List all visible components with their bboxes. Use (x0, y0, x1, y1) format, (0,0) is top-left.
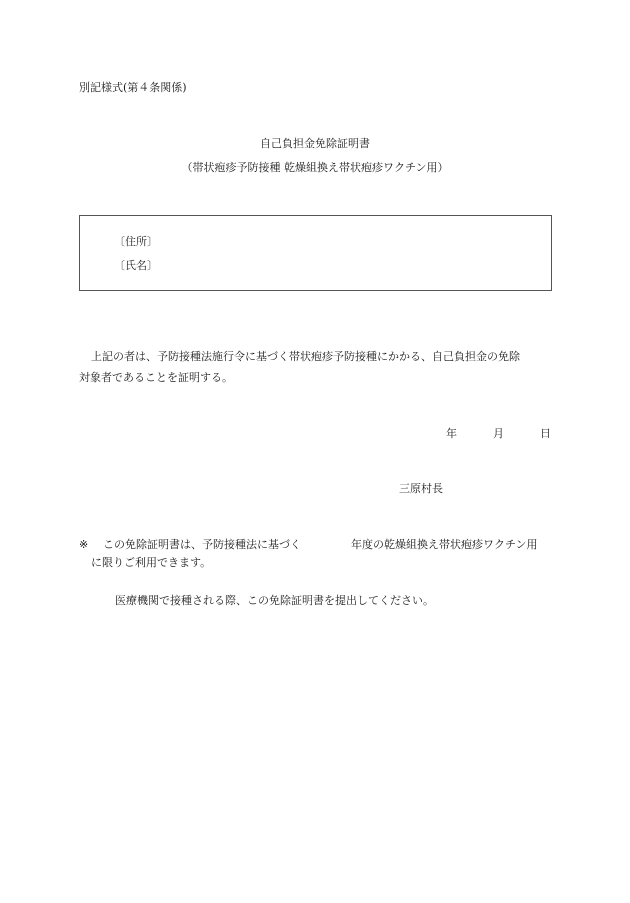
certification-text-line-1: 上記の者は、予防接種法施行令に基づく帯状疱疹予防接種にかかる、自己負担金の免除 (91, 350, 520, 363)
note-mark: ※ (79, 538, 89, 551)
issuer-name: 三原村長 (399, 482, 443, 495)
document-subtitle: （帯状疱疹予防接種 乾燥組換え帯状疱疹ワクチン用） (181, 161, 449, 174)
document-title: 自己負担金免除証明書 (260, 137, 370, 150)
date-year-label: 年 (446, 427, 457, 440)
name-label: 〔氏名〕 (114, 259, 158, 272)
form-reference: 別記様式(第４条関係) (79, 81, 187, 94)
certification-text-line-2: 対象者であることを証明する。 (79, 371, 233, 384)
note-line-1-part-1: この免除証明書は、予防接種法に基づく (103, 538, 301, 551)
note-line-2: に限りご利用できます。 (91, 556, 212, 569)
note-line-1-part-2: 年度の乾燥組換え帯状疱疹ワクチン用 (351, 538, 538, 551)
date-day-label: 日 (540, 427, 551, 440)
address-label: 〔住所〕 (114, 235, 158, 248)
note-line-3: 医療機関で接種される際、この免除証明書を提出してください。 (115, 594, 434, 607)
recipient-box (79, 215, 552, 291)
date-month-label: 月 (493, 427, 504, 440)
